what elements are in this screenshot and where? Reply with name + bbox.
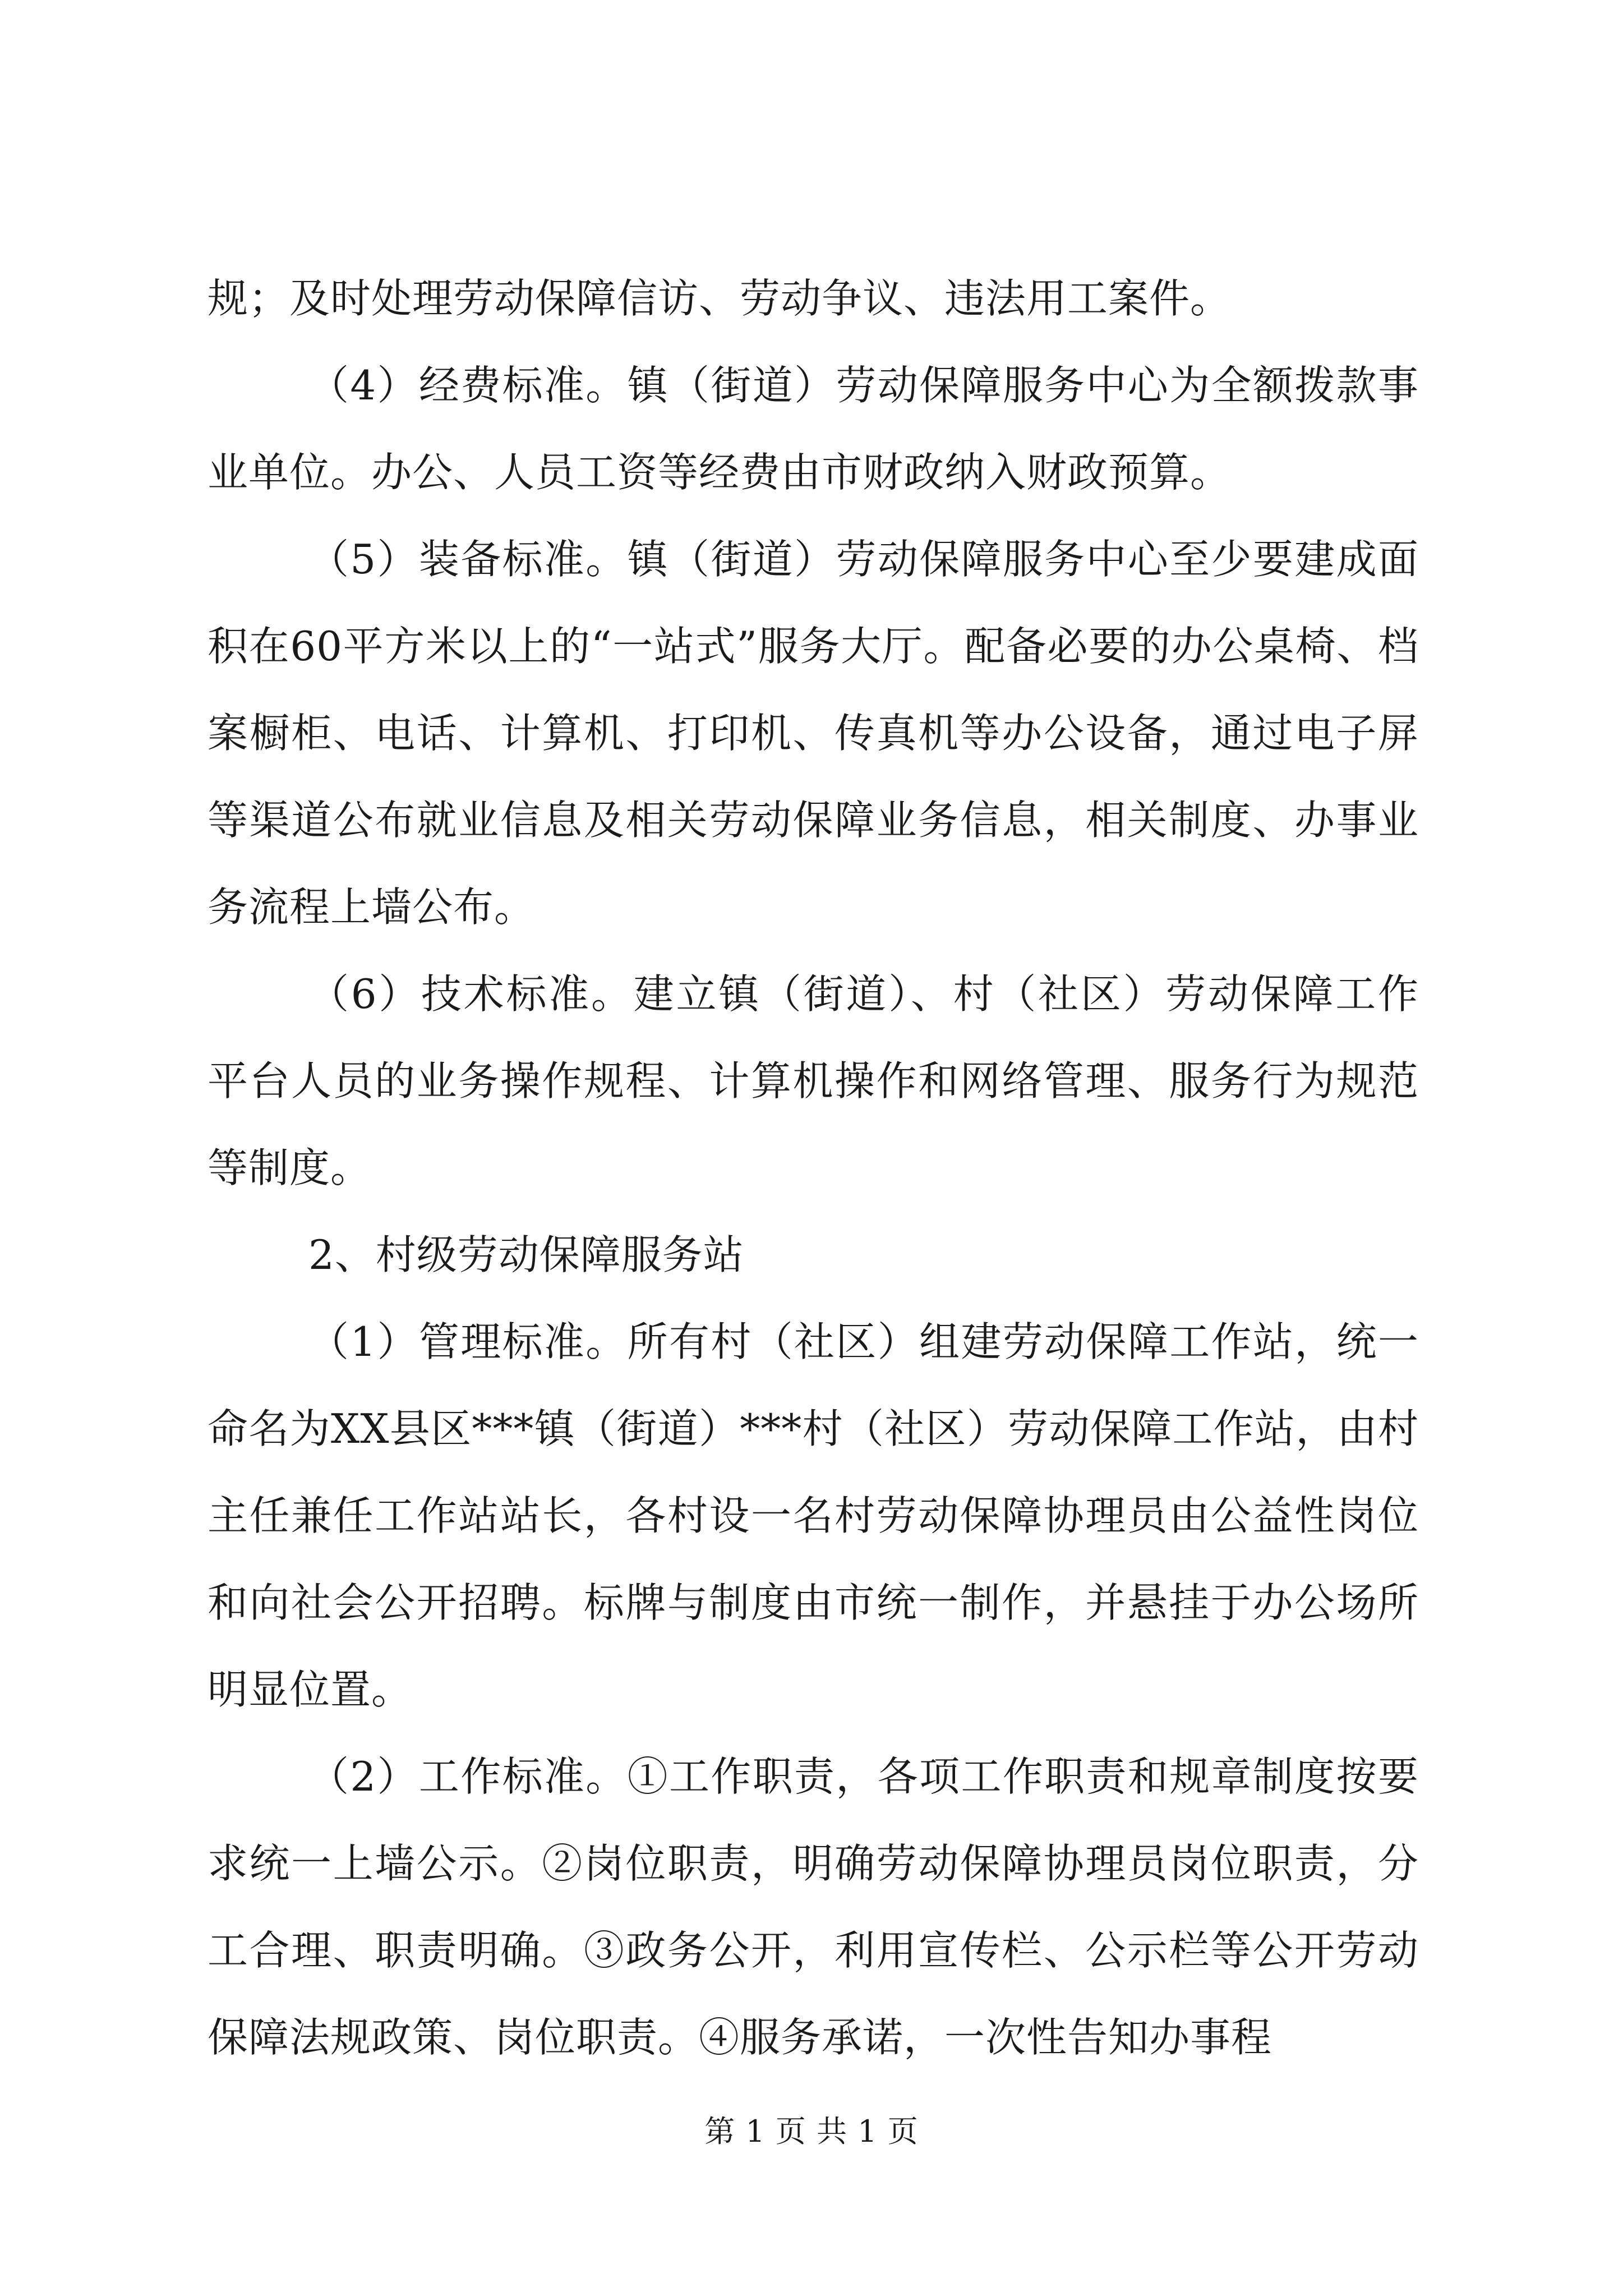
paragraph-2: （4）经费标准。镇（街道）劳动保障服务中心为全额拨款事业单位。办公、人员工资等经费由市财政纳入财政预算。 [208,362,1419,496]
document-body [208,255,1419,2081]
paragraph-6: （2）工作标准。①工作职责，各项工作职责和规章制度按要求统一上墙公示。②岗位职责，明确劳动保障协理员岗位职责，分工合理、职责明确。③政务公开，利用宣传栏、公示栏等公开劳动保障法规政策、岗位职责。④服务承诺，一次性告知办事程 [208,1753,1419,2061]
paragraph-5: （1）管理标准。所有村（社区）组建劳动保障工作站，统一命名为XX县区***镇（街道）***村（社区）劳动保障工作站，由村主任兼任工作站站长，各村设一名村劳动保障协理员由公益性岗位和向社会公开招聘。标牌与制度由市统一制作，并悬挂于办公场所明显位置。 [208,1318,1419,1713]
paragraph-3: （5）装备标准。镇（街道）劳动保障服务中心至少要建成面积在60平方米以上的“一站式”服务大厅。配备必要的办公桌椅、档案橱柜、电话、计算机、打印机、传真机等办公设备，通过电子屏等渠道公布就业信息及相关劳动保障业务信息，相关制度、办事业务流程上墙公布。 [208,536,1419,931]
page-footer: 第 1 页 共 1 页 [704,2114,919,2149]
section-heading: 2、村级劳动保障服务站 [308,1231,744,1278]
paragraph-1: 规；及时处理劳动保障信访、劳动争议、违法用工案件。 [208,275,1232,322]
paragraph-4: （6）技术标准。建立镇（街道）、村（社区）劳动保障工作平台人员的业务操作规程、计算机操作和网络管理、服务行为规范等制度。 [208,970,1419,1191]
